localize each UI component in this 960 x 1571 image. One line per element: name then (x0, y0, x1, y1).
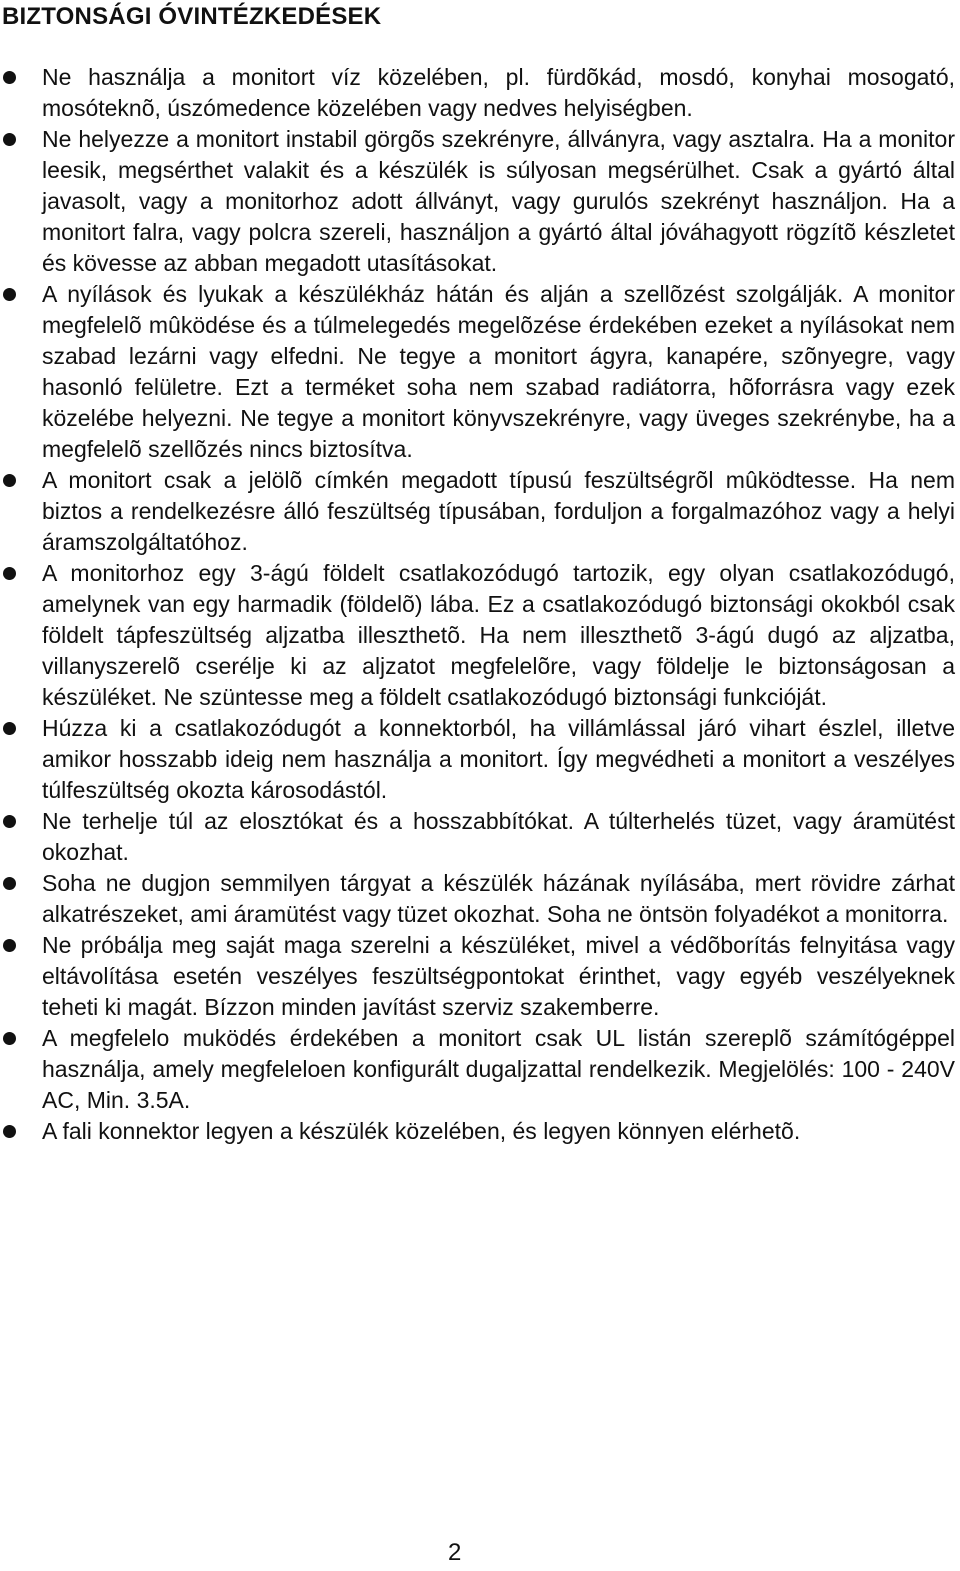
list-item (0, 558, 955, 713)
list-item-text: Ne próbálja meg saját maga szerelni a készüléket, mivel a védõborítás felnyitása vagy eltávolítása esetén veszélyes feszültségpontokat érinthet, vagy egyéb veszélyeknek teheti ki magát. Bízzon minden javítást szerviz szakemberre. (42, 932, 955, 1020)
list-item-text: Ne helyezze a monitort instabil görgõs szekrényre, állványra, vagy asztalra. Ha a monitor leesik, megsérthet valakit és a készülék is súlyosan megsérülhet. Csak a gyártó által javasolt, vagy a monitorhoz adott állványt, vagy gurulós szekrényt használjon. Ha a monitort falra, vagy polcra szereli, használjon a gyártó által jóváhagyott rögzítõ készletet és kövesse az abban megadott utasításokat. (42, 126, 955, 276)
list-item-text: Húzza ki a csatlakozódugót a konnektorból, ha villámlással járó vihart észlel, illetve amikor hosszabb ideig nem használja a monitort. Így megvédheti a monitort a veszélyes túlfeszültség okozta károsodástól. (42, 715, 955, 803)
list-item (0, 713, 955, 806)
bullet-icon (3, 288, 16, 301)
bullet-icon (3, 815, 16, 828)
list-item-text: A monitorhoz egy 3-ágú földelt csatlakozódugó tartozik, egy olyan csatlakozódugó, amelynek van egy harmadik (földelõ) lába. Ez a csatlakozódugó biztonsági okokból csak földelt tápfeszültség aljzatba illeszthetõ. Ha nem illeszthetõ 3-ágú dugó az aljzatba, villanyszerelõ cserélje ki az aljzatot megfelelõre, vagy földelje le biztonságosan a készüléket. Ne szüntesse meg a földelt csatlakozódugó biztonsági funkcióját. (42, 560, 955, 710)
list-item (0, 868, 955, 930)
bullet-icon (3, 567, 16, 580)
list-item (0, 124, 955, 279)
list-item (0, 62, 955, 124)
list-item-text: Soha ne dugjon semmilyen tárgyat a készülék házának nyílásába, mert rövidre zárhat alkatrészeket, ami áramütést vagy tüzet okozhat. Soha ne öntsön folyadékot a monitorra. (42, 870, 955, 927)
bullet-icon (3, 1032, 16, 1045)
list-item-text: A monitort csak a jelölõ címkén megadott típusú feszültségrõl mûködtesse. Ha nem biztos a rendelkezésre álló feszültség típusában, forduljon a forgalmazóhoz vagy a helyi áramszolgáltatóhoz. (42, 467, 955, 555)
list-item-text: Ne terhelje túl az elosztókat és a hosszabbítókat. A túlterhelés tüzet, vagy áramütést okozhat. (42, 808, 955, 865)
list-item-text: A nyílások és lyukak a készülékház hátán és alján a szellõzést szolgálják. A monitor megfelelõ mûködése és a túlmelegedés megelõzése érdekében ezeket a nyílásokat nem szabad lezárni vagy elfedni. Ne tegye a monitort ágyra, kanapére, szõnyegre, vagy hasonló felületre. Ezt a terméket soha nem szabad radiátorra, hõforrásra vagy ezek közelébe helyezni. Ne tegye a monitort könyvszekrényre, vagy üveges szekrénybe, ha a megfelelõ szellõzés nincs biztosítva. (42, 281, 955, 462)
bullet-icon (3, 1125, 16, 1138)
list-item (0, 1116, 955, 1147)
list-item-text: A megfelelo muködés érdekében a monitort csak UL listán szereplõ számítógéppel használja, amely megfeleloen konfigurált dugaljzattal rendelkezik. Megjelölés: 100 - 240V AC, Min. 3.5A. (42, 1025, 955, 1113)
list-item (0, 930, 955, 1023)
list-item (0, 465, 955, 558)
bullet-icon (3, 71, 16, 84)
bullet-icon (3, 133, 16, 146)
safety-precautions-list (0, 62, 955, 1147)
list-item-text: Ne használja a monitort víz közelében, pl. fürdõkád, mosdó, konyhai mosogató, mosóteknõ, úszómedence közelében vagy nedves helyiségben. (42, 64, 955, 121)
list-item (0, 279, 955, 465)
bullet-icon (3, 939, 16, 952)
page-number: 2 (448, 1539, 462, 1566)
list-item (0, 1023, 955, 1116)
list-item-text: A fali konnektor legyen a készülék közelében, és legyen könnyen elérhetõ. (42, 1118, 801, 1144)
list-item (0, 806, 955, 868)
bullet-icon (3, 877, 16, 890)
page-title: BIZTONSÁGI ÓVINTÉZKEDÉSEK (2, 3, 382, 30)
bullet-icon (3, 722, 16, 735)
bullet-icon (3, 474, 16, 487)
